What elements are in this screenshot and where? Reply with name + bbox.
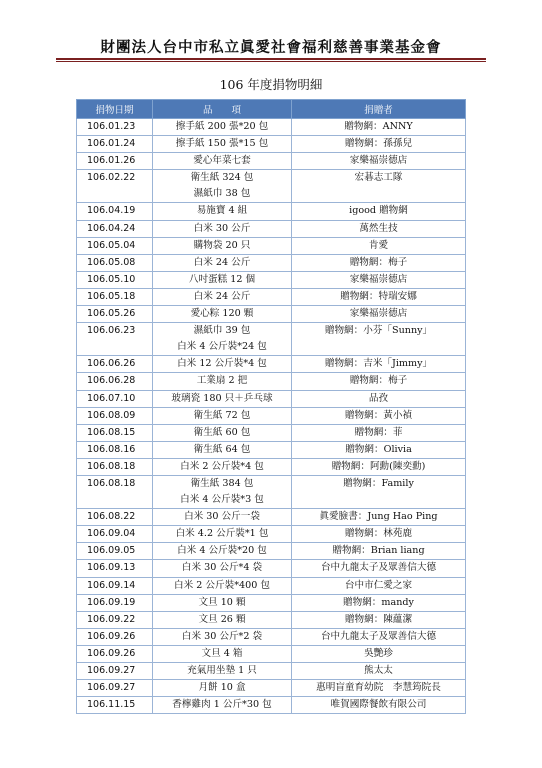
donor-name: 贈物網：孫孫兒 (292, 136, 466, 153)
donor-name: 吳艷珍 (292, 645, 466, 662)
donation-item (153, 441, 292, 458)
donation-date: 106.09.27 (77, 663, 153, 680)
item-line: 白米 2 公斤裝*400 包 (174, 579, 270, 591)
item-line: 白米 30 公斤*4 袋 (181, 562, 263, 574)
donor-name: 贈物網：黃小禎 (292, 407, 466, 424)
item-line: 白米 30 公斤*2 袋 (181, 630, 263, 642)
donation-date: 106.08.09 (77, 407, 153, 424)
item-line: 衛生紙 60 包 (193, 426, 251, 438)
donation-item (153, 628, 292, 645)
donor-name: 贈物網：特瑞安娜 (292, 288, 466, 305)
donation-date: 106.04.19 (77, 203, 153, 220)
table-row (77, 611, 466, 628)
item-line: 月餅 10 盒 (198, 682, 246, 694)
item-line: 濕紙巾 38 包 (193, 188, 251, 200)
column-header-donor: 捐贈者 (292, 100, 466, 119)
donation-date: 106.09.27 (77, 680, 153, 697)
table-row (77, 237, 466, 254)
donor-name: 贈物網：梅子 (292, 373, 466, 390)
donation-date: 106.05.08 (77, 254, 153, 271)
item-line: 白米 12 公斤裝*4 包 (177, 358, 267, 370)
donation-item (153, 220, 292, 237)
donor-name: 台中九龍太子及眾善信大德 (292, 628, 466, 645)
donation-item (153, 119, 292, 136)
donor-name: 贈物網：菲 (292, 424, 466, 441)
table-row (77, 254, 466, 271)
donation-date: 106.09.22 (77, 611, 153, 628)
item-line: 衛生紙 324 包 (190, 172, 254, 184)
column-header-date: 捐物日期 (77, 100, 153, 119)
donation-item (153, 254, 292, 271)
donor-name: 贈物網：吉米「Jimmy」 (292, 356, 466, 373)
donation-date: 106.04.24 (77, 220, 153, 237)
donor-name: 贈物網：ANNY (292, 119, 466, 136)
item-line: 衛生紙 384 包 (190, 477, 254, 489)
donation-item (153, 560, 292, 577)
donation-date: 106.01.23 (77, 119, 153, 136)
table-row (77, 458, 466, 475)
donation-date: 106.01.26 (77, 153, 153, 170)
donor-name: 熊太太 (292, 663, 466, 680)
donation-item (153, 424, 292, 441)
donation-date: 106.07.10 (77, 390, 153, 407)
table-row (77, 645, 466, 662)
donor-name: 贈物網：阿勳(陳奕勳) (292, 458, 466, 475)
donor-name: 惠明盲童育幼院 李慧筠院長 (292, 680, 466, 697)
table-row (77, 680, 466, 697)
item-line: 衛生紙 64 包 (193, 443, 251, 455)
donation-date: 106.09.14 (77, 577, 153, 594)
item-line: 購物袋 20 只 (193, 239, 251, 251)
donation-item (153, 170, 292, 203)
table-row (77, 577, 466, 594)
table-row (77, 560, 466, 577)
donation-date: 106.05.26 (77, 306, 153, 323)
table-row (77, 170, 466, 203)
donor-name: 眞愛臉書：Jung Hao Ping (292, 509, 466, 526)
donation-item (153, 663, 292, 680)
table-row (77, 594, 466, 611)
donor-name: 贈物網：陳蘊潔 (292, 611, 466, 628)
table-row (77, 407, 466, 424)
donation-date: 106.08.18 (77, 458, 153, 475)
donor-name: 唯賀國際餐飲有限公司 (292, 697, 466, 714)
item-line: 文旦 10 顆 (198, 596, 246, 608)
donation-item (153, 153, 292, 170)
donor-name: 台中市仁愛之家 (292, 577, 466, 594)
item-line: 擦手紙 150 張*15 包 (175, 138, 269, 150)
donor-name: 贈物網：林苑鹿 (292, 526, 466, 543)
document-title: 106 年度捐物明細 (219, 77, 323, 92)
donations-table (76, 99, 466, 714)
table-row (77, 424, 466, 441)
donation-item (153, 680, 292, 697)
donation-item (153, 543, 292, 560)
donation-item (153, 407, 292, 424)
table-row (77, 288, 466, 305)
donation-date: 106.09.05 (77, 543, 153, 560)
table-row (77, 697, 466, 714)
donation-item (153, 323, 292, 356)
column-header-item: 品 項 (153, 100, 292, 119)
donor-name: 台中九龍太子及眾善信大德 (292, 560, 466, 577)
donation-date: 106.08.16 (77, 441, 153, 458)
item-line: 白米 2 公斤裝*4 包 (180, 460, 264, 472)
table-row (77, 373, 466, 390)
table-row (77, 663, 466, 680)
donation-item (153, 509, 292, 526)
item-line: 文旦 26 顆 (198, 613, 246, 625)
donor-name: 贈物網：mandy (292, 594, 466, 611)
item-line: 白米 30 公斤 (193, 222, 251, 234)
donor-name: 宏碁志工隊 (292, 170, 466, 203)
donation-item (153, 306, 292, 323)
donation-date: 106.11.15 (77, 697, 153, 714)
donor-name: 贈物網：小芬「Sunny」 (292, 323, 466, 356)
donation-date: 106.09.26 (77, 645, 153, 662)
donation-date: 106.09.26 (77, 628, 153, 645)
table-row (77, 136, 466, 153)
donor-name: 贈物網：梅子 (292, 254, 466, 271)
table-body (77, 119, 466, 714)
table-row (77, 220, 466, 237)
donor-name: 肯愛 (292, 237, 466, 254)
table-row (77, 356, 466, 373)
donor-name: 贈物網：Brian liang (292, 543, 466, 560)
donation-item (153, 697, 292, 714)
item-line: 工業扇 2 把 (196, 375, 248, 387)
donor-name: 品孜 (292, 390, 466, 407)
item-line: 擦手紙 200 張*20 包 (175, 121, 269, 132)
item-line: 白米 4 公斤裝*3 包 (180, 494, 264, 506)
donation-item (153, 271, 292, 288)
donation-item (153, 373, 292, 390)
donation-date: 106.06.28 (77, 373, 153, 390)
donation-date: 106.02.22 (77, 170, 153, 203)
donation-item (153, 390, 292, 407)
table-row (77, 441, 466, 458)
donation-item (153, 526, 292, 543)
item-line: 白米 24 公斤 (193, 256, 251, 268)
table-row (77, 628, 466, 645)
donation-item (153, 136, 292, 153)
donation-date: 106.06.23 (77, 323, 153, 356)
donor-name: 家樂福崇德店 (292, 306, 466, 323)
donation-date: 106.05.04 (77, 237, 153, 254)
table-row (77, 526, 466, 543)
donation-item (153, 288, 292, 305)
donation-item (153, 475, 292, 508)
donation-item (153, 645, 292, 662)
item-line: 白米 24 公斤 (193, 290, 251, 302)
organization-title: 財團法人台中市私立眞愛社會福利慈善事業基金會 (100, 39, 442, 56)
donor-name: igood 贈物網 (292, 203, 466, 220)
donation-item (153, 594, 292, 611)
table-row (77, 543, 466, 560)
donation-item (153, 237, 292, 254)
table-row (77, 475, 466, 508)
donation-date: 106.08.22 (77, 509, 153, 526)
table-row (77, 271, 466, 288)
item-line: 易施寶 4 組 (196, 205, 248, 217)
donation-date: 106.01.24 (77, 136, 153, 153)
donation-date: 106.09.04 (77, 526, 153, 543)
table-row (77, 306, 466, 323)
donation-date: 106.09.13 (77, 560, 153, 577)
table-row (77, 203, 466, 220)
donor-name: 家樂福崇德店 (292, 153, 466, 170)
item-line: 白米 30 公斤一袋 (184, 511, 260, 523)
donor-name: 贈物網：Family (292, 475, 466, 508)
donor-name: 萬然生技 (292, 220, 466, 237)
item-line: 濕紙巾 39 包 (193, 325, 251, 337)
donation-date: 106.09.19 (77, 594, 153, 611)
item-line: 愛心粽 120 顆 (190, 308, 254, 320)
item-line: 文旦 4 箱 (201, 647, 243, 659)
item-line: 白米 4 公斤裝*20 包 (177, 545, 267, 557)
donor-name: 家樂福崇德店 (292, 271, 466, 288)
donation-item (153, 203, 292, 220)
donation-date: 106.05.10 (77, 271, 153, 288)
item-line: 充氣用坐墊 1 只 (187, 665, 257, 676)
donation-date: 106.06.26 (77, 356, 153, 373)
title-divider-thin (56, 61, 486, 62)
donation-item (153, 356, 292, 373)
item-line: 八吋蛋糕 12 個 (188, 273, 256, 285)
donation-date: 106.05.18 (77, 288, 153, 305)
donation-date: 106.08.15 (77, 424, 153, 441)
table-row (77, 119, 466, 136)
item-line: 香檸雞肉 1 公斤*30 包 (172, 699, 272, 711)
item-line: 玻璃瓷 180 只＋乒乓球 (171, 392, 273, 404)
donor-name: 贈物網：Olivia (292, 441, 466, 458)
item-line: 衛生紙 72 包 (193, 409, 251, 421)
table-row (77, 509, 466, 526)
item-line: 白米 4.2 公斤裝*1 包 (175, 528, 269, 540)
donation-item (153, 458, 292, 475)
table-row (77, 390, 466, 407)
donation-date: 106.08.18 (77, 475, 153, 508)
item-line: 愛心年菜七套 (193, 155, 251, 167)
item-line: 白米 4 公斤裝*24 包 (177, 341, 267, 353)
table-row (77, 153, 466, 170)
donation-item (153, 611, 292, 628)
donation-item (153, 577, 292, 594)
title-divider (56, 58, 486, 60)
table-header-row (77, 100, 466, 119)
table-row (77, 323, 466, 356)
